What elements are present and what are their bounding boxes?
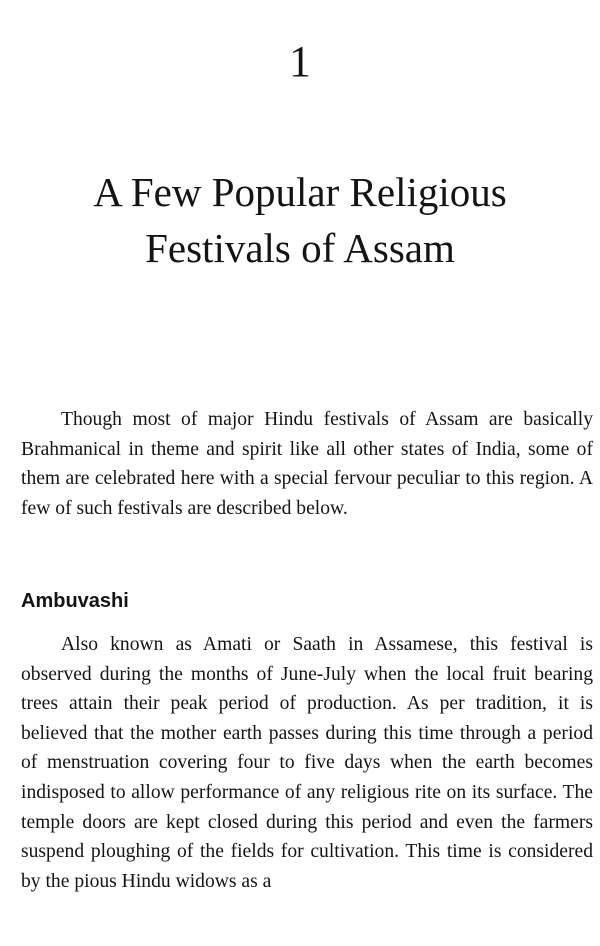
ambuvashi-paragraph: Also known as Amati or Saath in Assamese, this festival is observed during the months of June-July when the local fruit bearing trees attain their peak period of production. As per tradition, it is believed that the mother earth passes during this time through a period of menstruation covering four to five days when the earth becomes indisposed to allow performance of any religious rite on its surface. The temple doors are kept closed during this period and even the farmers suspend ploughing of the fields for cultivation. This time is considered by the pious Hindu widows as a <box>21 634 593 892</box>
section-heading-ambuvashi: Ambuvashi <box>21 590 129 612</box>
chapter-number: 1 <box>289 37 311 86</box>
intro-paragraph: Though most of major Hindu festivals of Assam are basically Brahmanical in theme and spirit like all other states of India, some of them are celebrated here with a special fervour peculiar to this region. A few of such festivals are described below. <box>21 409 593 519</box>
chapter-title: A Few Popular Religious Festivals of Assam <box>93 169 507 271</box>
